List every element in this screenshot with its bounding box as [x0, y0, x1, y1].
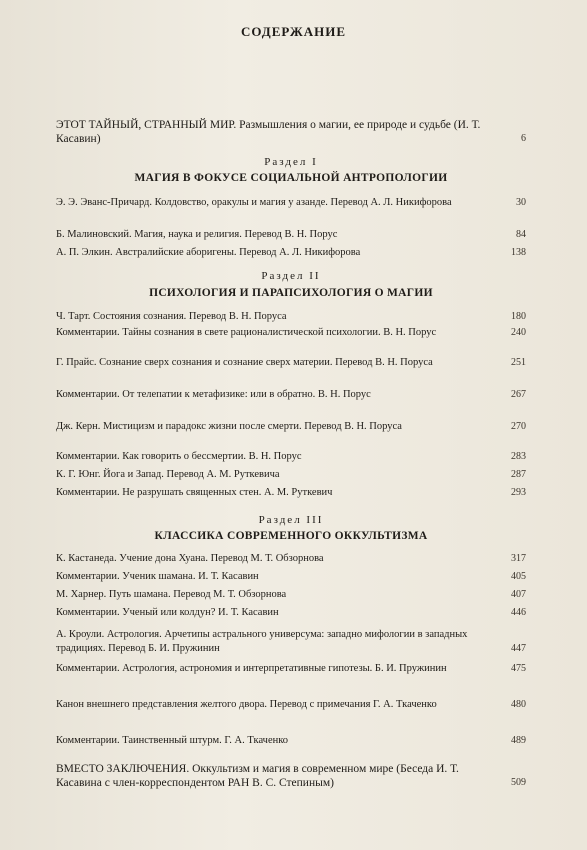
toc-page-number: 30: [516, 197, 526, 208]
toc-page-number: 6: [521, 133, 526, 144]
toc-entry-text: М. Харнер. Путь шамана. Перевод М. Т. Обзорнова: [56, 589, 287, 600]
toc-entry-text: ЭТОТ ТАЙНЫЙ, СТРАННЫЙ МИР. Размышления о магии, ее природе и судьбе (И. Т. Касавин): [56, 119, 481, 145]
toc-entry-text: Комментарии. Таинственный штурм. Г. А. Ткаченко: [56, 735, 289, 746]
toc-entry: [56, 326, 526, 340]
toc-entry: [56, 698, 526, 712]
toc-page-number: 489: [511, 735, 526, 746]
page-title: СОДЕРЖАНИЕ: [240, 24, 347, 39]
toc-entry: [56, 388, 526, 402]
toc-entry: [56, 420, 526, 434]
toc-entry: [56, 606, 526, 620]
toc-entry: [56, 246, 526, 260]
toc-page-number: 240: [511, 327, 526, 338]
toc-page-number: 251: [511, 357, 526, 368]
toc-entry-conclusion: [56, 762, 526, 790]
toc-page-number: 180: [511, 311, 526, 322]
section-title: КЛАССИКА СОВРЕМЕННОГО ОККУЛЬТИЗМА: [154, 530, 428, 542]
toc-entry: [56, 588, 526, 602]
toc-entry: [56, 450, 526, 464]
toc-entry-text: Комментарии. Астрология, астрономия и интерпретативные гипотезы. Б. И. Пружинин: [56, 663, 447, 674]
toc-entry-text: К. Г. Юнг. Йога и Запад. Перевод А. М. Руткевича: [56, 469, 280, 480]
toc-entry-text: Комментарии. Ученый или колдун? И. Т. Касавин: [56, 607, 279, 618]
toc-page-number: 480: [511, 699, 526, 710]
toc-entry-text: Комментарии. Ученик шамана. И. Т. Касавин: [56, 571, 259, 582]
toc-entry-text: Ч. Тарт. Состояния сознания. Перевод В. Н. Поруса: [56, 311, 287, 322]
section-title: ПСИХОЛОГИЯ И ПАРАПСИХОЛОГИЯ О МАГИИ: [149, 287, 433, 299]
toc-page-number: 317: [511, 553, 526, 564]
section-label: Раздел II: [261, 270, 321, 282]
toc-entry: [56, 734, 526, 748]
toc-entry-text: Г. Прайс. Сознание сверх сознания и сознание сверх материи. Перевод В. Н. Поруса: [56, 357, 433, 368]
toc-page-number: 283: [511, 451, 526, 462]
toc-page-number: 405: [511, 571, 526, 582]
toc-page-number: 293: [511, 487, 526, 498]
toc-page-number: 270: [511, 421, 526, 432]
toc-entry: [56, 310, 526, 324]
toc-entry-text: Комментарии. Как говорить о бессмертии. В. Н. Порус: [56, 451, 302, 462]
toc-entry: [56, 552, 526, 566]
toc-page-number: 447: [511, 643, 526, 654]
toc-page-number: 267: [511, 389, 526, 400]
toc-entry: [56, 662, 526, 676]
toc-entry-text: Б. Малиновский. Магия, наука и религия. Перевод В. Н. Порус: [56, 229, 338, 240]
toc-entry: [56, 356, 526, 370]
section-label: Раздел III: [258, 514, 324, 526]
toc-entry-text: К. Кастанеда. Учение дона Хуана. Перевод М. Т. Обзорнова: [56, 553, 324, 564]
toc-entry-text: Дж. Керн. Мистицизм и парадокс жизни после смерти. Перевод В. Н. Поруса: [56, 421, 402, 432]
toc-page-number: 407: [511, 589, 526, 600]
toc-page-number: 138: [511, 247, 526, 258]
toc-entry-text: Канон внешнего представления желтого двора. Перевод с примечания Г. А. Ткаченко: [56, 699, 437, 710]
toc-entry: [56, 468, 526, 482]
toc-entry-text: Комментарии. Тайны сознания в свете рационалистической психологии. В. Н. Порус: [56, 327, 437, 338]
toc-entry-text: А. П. Элкин. Австралийские аборигены. Перевод А. Л. Никифорова: [56, 247, 361, 258]
section-label: Раздел I: [264, 156, 318, 168]
toc-entry-text: А. Кроули. Астрология. Арчетипы астрального универсума: западно мифологии в западных традициях. Перевод Б. И. Пружинин: [56, 629, 468, 654]
toc-entry: [56, 628, 526, 656]
toc-entry: [56, 228, 526, 242]
toc-entry: [56, 486, 526, 500]
toc-page-number: 446: [511, 607, 526, 618]
toc-page-number: 287: [511, 469, 526, 480]
toc-entry: [56, 196, 526, 210]
toc-entry: [56, 570, 526, 584]
toc-page-number: 475: [511, 663, 526, 674]
toc-entry-text: ВМЕСТО ЗАКЛЮЧЕНИЯ. Оккультизм и магия в современном мире (Беседа И. Т. Касавина с член-корреспондентом РАН В. С. Степиным): [56, 763, 459, 789]
toc-entry-intro: [56, 118, 526, 146]
toc-entry-text: Комментарии. От телепатии к метафизике: или в обратно. В. Н. Порус: [56, 389, 371, 400]
toc-entry-text: Э. Э. Эванс-Причард. Колдовство, оракулы и магия у азанде. Перевод А. Л. Никифорова: [56, 197, 452, 208]
toc-page-number: 509: [511, 777, 526, 788]
toc-entry-text: Комментарии. Не разрушать священных стен. А. М. Руткевич: [56, 487, 333, 498]
section-title: МАГИЯ В ФОКУСЕ СОЦИАЛЬНОЙ АНТРОПОЛОГИИ: [134, 172, 448, 184]
toc-page-number: 84: [516, 229, 526, 240]
